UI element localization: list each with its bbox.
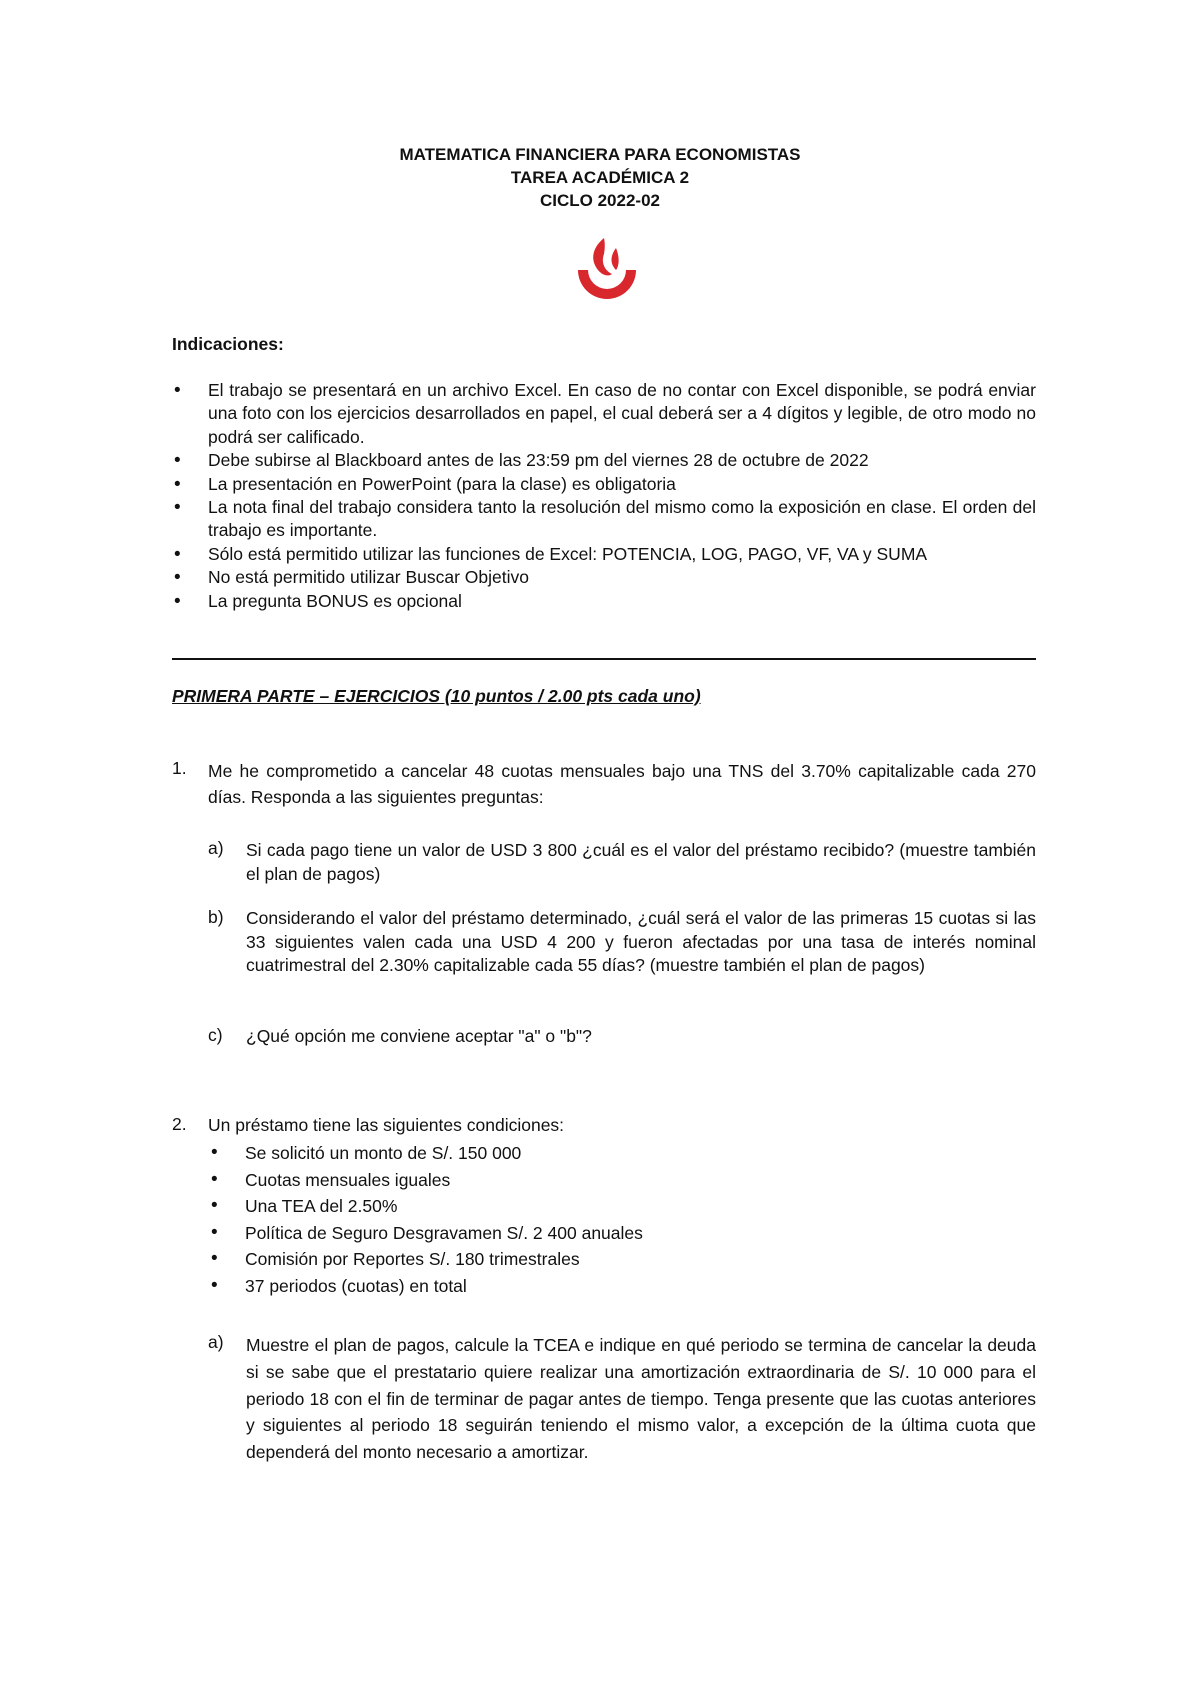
cycle-title: CICLO 2022-02 xyxy=(540,191,660,210)
question-1c-text: ¿Qué opción me conviene aceptar "a" o "b"? xyxy=(246,1026,592,1046)
list-item: • La presentación en PowerPoint (para la clase) es obligatoria xyxy=(174,473,1036,496)
list-item: • No está permitido utilizar Buscar Objetivo xyxy=(174,566,1036,589)
question-2-text: Un préstamo tiene las siguientes condiciones: xyxy=(208,1115,565,1135)
flame-logo-icon xyxy=(570,234,644,308)
list-item: • Debe subirse al Blackboard antes de las 23:59 pm del viernes 28 de octubre de 2022 xyxy=(174,449,1036,472)
question-2-number: 2. xyxy=(172,1114,187,1134)
question-1c-label: c) xyxy=(208,1025,223,1045)
question-1-number: 1. xyxy=(172,758,187,778)
course-title: MATEMATICA FINANCIERA PARA ECONOMISTAS xyxy=(399,145,801,164)
list-item: • Se solicitó un monto de S/. 150 000 xyxy=(211,1140,1036,1167)
question-2a-label: a) xyxy=(208,1332,224,1352)
list-item: • El trabajo se presentará en un archivo Excel. En caso de no contar con Excel disponible, se podrá enviar una foto con los ejercicios desarrollados en papel, el cual deberá ser a 4 dígitos y legible, de otro modo no podrá ser calificado. xyxy=(174,379,1036,449)
question-2a-text: Muestre el plan de pagos, calcule la TCEA e indique en qué periodo se termina de cancelar la deuda si se sabe que el prestatario quiere realizar una amortización extraordinaria de S/. 10 000 para el periodo 18 con el fin de terminar de pagar antes de tiempo. Tenga presente que las cuotas anteriores y siguientes al periodo 18 seguirán teniendo el mismo valor, a excepción de la última cuota que dependerá del monto necesario a amortizar. xyxy=(246,1335,1036,1463)
question-1b-label: b) xyxy=(208,907,224,927)
assignment-title: TAREA ACADÉMICA 2 xyxy=(510,168,690,187)
question-1a-label: a) xyxy=(208,838,224,858)
section-title: PRIMERA PARTE – EJERCICIOS (10 puntos / 2.00 pts cada uno) xyxy=(172,686,701,706)
list-item: • Una TEA del 2.50% xyxy=(211,1193,1036,1220)
question-1b-text: Considerando el valor del préstamo determinado, ¿cuál será el valor de las primeras 15 cuotas si las 33 siguientes valen cada una USD 4 200 y fueron afectadas por una tasa de interés nominal cuatrimestral del 2.30% capitalizable cada 55 días? (muestre también el plan de pagos) xyxy=(246,908,1036,976)
list-item: • Sólo está permitido utilizar las funciones de Excel: POTENCIA, LOG, PAGO, VF, VA y SUMA xyxy=(174,543,1036,566)
section-divider xyxy=(172,658,1036,660)
question-1-text: Me he comprometido a cancelar 48 cuotas mensuales bajo una TNS del 3.70% capitalizable cada 270 días. Responda a las siguientes preguntas: xyxy=(208,761,1036,807)
indicaciones-title: Indicaciones: xyxy=(172,334,284,354)
question-1a-text: Si cada pago tiene un valor de USD 3 800 ¿cuál es el valor del préstamo recibido? (muestre también el plan de pagos) xyxy=(246,840,1036,884)
list-item: • 37 periodos (cuotas) en total xyxy=(211,1273,1036,1300)
indicaciones-list xyxy=(174,379,1036,613)
question-2-conditions xyxy=(211,1140,1036,1300)
list-item: • La nota final del trabajo considera tanto la resolución del mismo como la exposición en clase. El orden del trabajo es importante. xyxy=(174,496,1036,543)
list-item: • Cuotas mensuales iguales xyxy=(211,1167,1036,1194)
list-item: • La pregunta BONUS es opcional xyxy=(174,590,1036,613)
document-header xyxy=(0,143,1200,212)
list-item: • Comisión por Reportes S/. 180 trimestrales xyxy=(211,1246,1036,1273)
list-item: • Política de Seguro Desgravamen S/. 2 400 anuales xyxy=(211,1220,1036,1247)
